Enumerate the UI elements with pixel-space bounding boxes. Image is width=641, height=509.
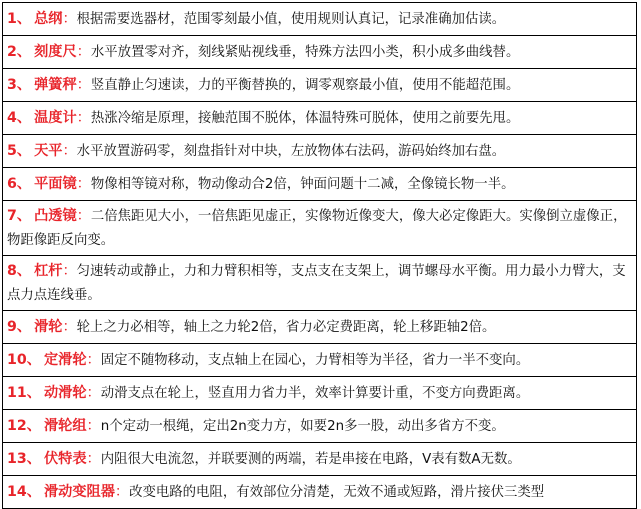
- table-row: [3, 256, 637, 311]
- row-term: 温度计: [34, 109, 77, 126]
- row-text: 匀速转动或静止，力和力臂积相等，支点支在支架上，调节螺母水平衡。用力最小力臂大，支点力点连线垂。: [7, 263, 626, 303]
- table-row: [3, 443, 637, 476]
- row-separator: ：: [62, 142, 77, 159]
- table-row: [3, 135, 637, 168]
- table-cell: [3, 443, 637, 476]
- row-separator: ：: [62, 10, 77, 27]
- row-separator: ：: [86, 417, 101, 434]
- row-term: 动滑轮: [43, 384, 87, 401]
- table-cell: [3, 377, 637, 410]
- table-cell: [3, 410, 637, 443]
- row-separator: ：: [62, 318, 77, 335]
- row-number: 4、: [7, 109, 32, 126]
- row-term: 定滑轮: [43, 351, 87, 368]
- row-number: 12、: [7, 417, 41, 434]
- row-number: 2、: [7, 43, 32, 60]
- row-term: 伏特表: [43, 450, 87, 467]
- table-cell: [3, 102, 637, 135]
- row-separator: ：: [76, 175, 91, 192]
- table-cell: [3, 36, 637, 69]
- row-term: 滑轮: [34, 318, 63, 335]
- table-row: [3, 344, 637, 377]
- row-text: 固定不随物移动，支点轴上在园心，力臂相等为半径，省力一半不变向。: [100, 352, 530, 368]
- row-number: 11、: [7, 384, 41, 401]
- row-separator: ：: [114, 483, 130, 500]
- row-number: 6、: [7, 175, 32, 192]
- row-separator: ：: [76, 207, 91, 224]
- row-text: n个定动一根绳，定出2n变力方，如要2n多一股，动出多省方不变。: [100, 418, 505, 434]
- table-cell: [3, 135, 637, 168]
- row-number: 10、: [7, 351, 41, 368]
- row-text: 热涨冷缩是原理，接触范围不脱体，体温特殊可脱体，使用之前要先甩。: [90, 110, 520, 126]
- row-text: 水平放置零对齐，刻线紧贴视线垂，特殊方法四小类，积小成多曲线替。: [90, 44, 520, 60]
- table-row: [3, 201, 637, 256]
- row-term: 杠杆: [34, 262, 63, 279]
- mnemonic-table: [2, 2, 637, 509]
- row-term: 弹簧秤: [34, 76, 77, 93]
- table-row: [3, 168, 637, 201]
- row-text: 物像相等镜对称，物动像动合2倍，钟面问题十二减，全像镜长物一半。: [90, 176, 515, 192]
- row-term: 平面镜: [34, 175, 77, 192]
- table-cell: [3, 3, 637, 36]
- row-number: 14、: [7, 483, 41, 500]
- row-term: 刻度尺: [34, 43, 77, 60]
- table-row: [3, 3, 637, 36]
- table-row: [3, 410, 637, 443]
- table-cell: [3, 476, 637, 509]
- row-term: 总纲: [34, 10, 63, 27]
- row-term: 滑动变阻器: [43, 483, 115, 500]
- table-row: [3, 311, 637, 344]
- row-term: 天平: [34, 142, 63, 159]
- table-row: [3, 36, 637, 69]
- row-separator: ：: [86, 384, 101, 401]
- row-number: 5、: [7, 142, 32, 159]
- table-row: [3, 476, 637, 509]
- row-separator: ：: [86, 351, 101, 368]
- row-number: 7、: [7, 207, 32, 224]
- table-row: [3, 102, 637, 135]
- row-separator: ：: [62, 262, 77, 279]
- table-row: [3, 377, 637, 410]
- row-separator: ：: [76, 76, 91, 93]
- row-number: 8、: [7, 262, 32, 279]
- row-text: 水平放置游码零，刻盘指针对中块，左放物体右法码，游码始终加右盘。: [76, 143, 506, 159]
- table-cell: [3, 256, 637, 311]
- row-separator: ：: [86, 450, 101, 467]
- row-number: 3、: [7, 76, 32, 93]
- row-number: 13、: [7, 450, 41, 467]
- row-text: 二倍焦距见大小，一倍焦距见虚正，实像物近像变大，像大必定像距大。实像倒立虚像正，物距像距反向变。: [7, 208, 627, 248]
- row-term: 凸透镜: [34, 207, 77, 224]
- row-separator: ：: [76, 109, 91, 126]
- row-number: 1、: [7, 10, 32, 27]
- table-row: [3, 69, 637, 102]
- row-text: 动滑支点在轮上，竖直用力省力半，效率计算要计重，不变方向费距离。: [100, 385, 530, 401]
- row-text: 改变电路的电阻，有效部位分清楚，无效不通或短路，滑片接伏三类型: [129, 484, 545, 500]
- table-cell: [3, 69, 637, 102]
- table-cell: [3, 344, 637, 377]
- row-separator: ：: [76, 43, 91, 60]
- table-cell: [3, 168, 637, 201]
- row-text: 内阻很大电流忽，并联要测的两端，若是串接在电路，V表有数A无数。: [100, 451, 521, 467]
- row-text: 根据需要选器材，范围零刻最小值，使用规则认真记，记录准确加估读。: [76, 11, 506, 27]
- row-number: 9、: [7, 318, 32, 335]
- row-text: 轮上之力必相等，轴上之力轮2倍，省力必定费距离，轮上移距轴2倍。: [76, 319, 496, 335]
- table-cell: [3, 311, 637, 344]
- table-cell: [3, 201, 637, 256]
- row-text: 竖直静止匀速读，力的平衡替换的，调零观察最小值，使用不能超范围。: [90, 77, 520, 93]
- row-term: 滑轮组: [43, 417, 87, 434]
